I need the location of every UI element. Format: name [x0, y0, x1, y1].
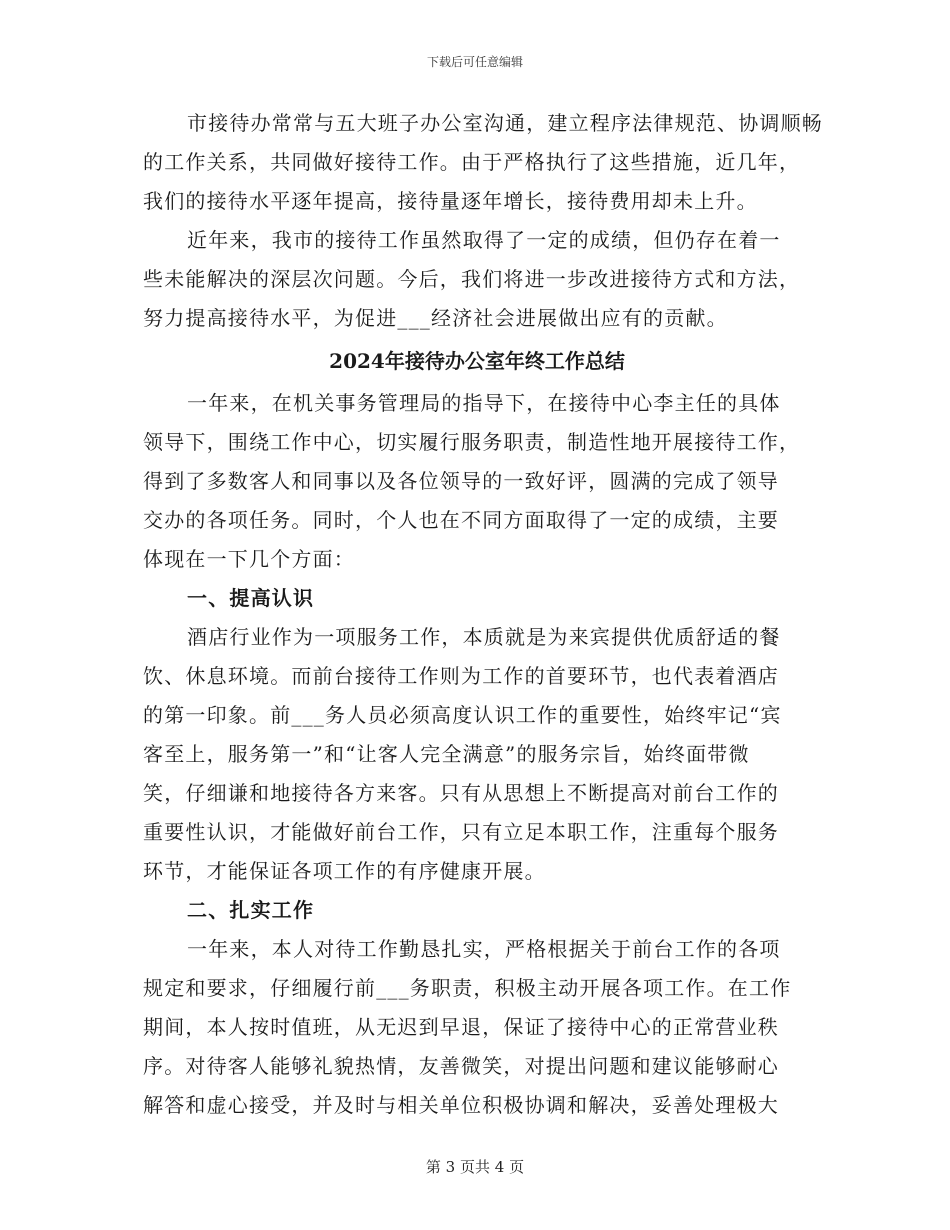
text-line: 解答和虚心接受，并及时与相关单位积极协调和解决，妥善处理极大: [143, 1093, 779, 1117]
text-line: 饮、休息环境。而前台接待工作则为工作的首要环节，也代表着酒店: [143, 664, 779, 688]
text-line: 领导下，围绕工作中心，切实履行服务职责，制造性地开展接待工作，: [143, 430, 801, 454]
subsection-heading: 二、扎实工作: [187, 898, 315, 922]
text-line: 期间，本人按时值班，从无迟到早退，保证了接待中心的正常营业秩: [143, 1015, 779, 1039]
text-line: 的工作关系，共同做好接待工作。由于严格执行了这些措施，近几年，: [143, 150, 801, 174]
text-line: 的第一印象。前___务人员必须高度认识工作的重要性，始终牢记“宾: [143, 703, 782, 727]
text-line: 笑，仔细谦和地接待各方来客。只有从思想上不断提高对前台工作的: [143, 781, 779, 805]
document-body: [143, 104, 823, 1125]
text-line: 环节，才能保证各项工作的有序健康开展。: [143, 859, 546, 883]
text-line: 体现在一下几个方面：: [143, 547, 355, 571]
subsection-heading: 一、提高认识: [187, 586, 315, 610]
text-line: 交办的各项任务。同时，个人也在不同方面取得了一定的成绩，主要: [143, 508, 779, 532]
section-title: 2024年接待办公室年终工作总结: [329, 349, 625, 373]
paragraph: [143, 104, 823, 221]
text-line: 重要性认识，才能做好前台工作，只有立足本职工作，注重每个服务: [143, 820, 779, 844]
text-line: 一年来，在机关事务管理局的指导下，在接待中心李主任的具体: [187, 391, 781, 415]
text-line: 得到了多数客人和同事以及各位领导的一致好评，圆满的完成了领导: [143, 469, 779, 493]
text-line: 些未能解决的深层次问题。今后，我们将进一步改进接待方式和方法，: [143, 267, 801, 291]
text-line: 我们的接待水平逐年提高，接待量逐年增长，接待费用却未上升。: [143, 189, 758, 213]
text-line: 一年来，本人对待工作勤恳扎实，严格根据关于前台工作的各项: [187, 937, 781, 961]
text-line: 酒店行业作为一项服务工作，本质就是为来宾提供优质舒适的餐: [187, 625, 781, 649]
text-line: 规定和要求，仔细履行前___务职责，积极主动开展各项工作。在工作: [143, 976, 792, 1000]
paragraph: [143, 221, 811, 338]
text-line: 市接待办常常与五大班子办公室沟通，建立程序法律规范、协调顺畅: [187, 111, 823, 135]
paragraph: [143, 384, 811, 579]
page-header: 下载后可任意编辑: [426, 55, 523, 69]
text-line: 努力提高接待水平，为促进___经济社会进展做出应有的贡献。: [143, 306, 728, 330]
text-line: 序。对待客人能够礼貌热情，友善微笑，对提出问题和建议能够耐心: [143, 1054, 779, 1078]
paragraph: [143, 618, 811, 891]
paragraph: [143, 930, 811, 1125]
text-line: 近年来，我市的接待工作虽然取得了一定的成绩，但仍存在着一: [187, 228, 781, 252]
page-footer: 第 3 页共 4 页: [425, 1158, 525, 1176]
text-line: 客至上，服务第一”和“让客人完全满意”的服务宗旨，始终面带微: [143, 742, 750, 766]
